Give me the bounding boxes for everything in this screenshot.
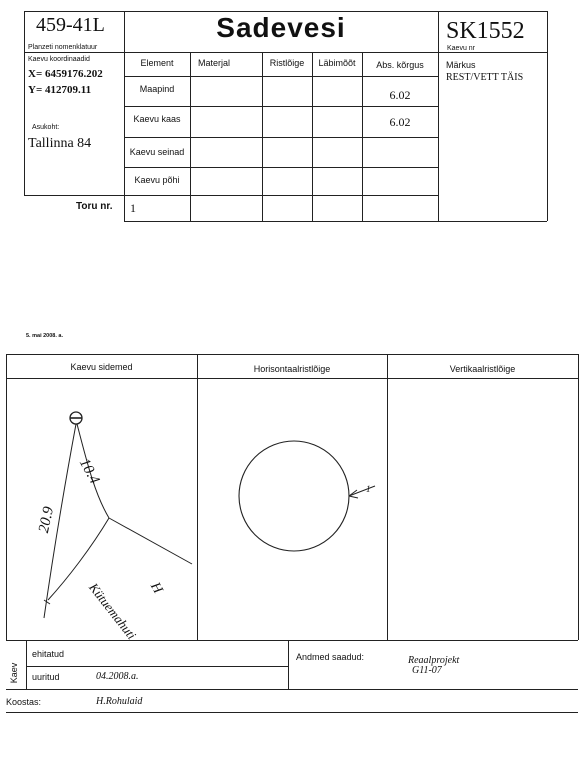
date-stamp: 5. mai 2008. a.	[26, 333, 63, 339]
frame-left	[24, 11, 25, 195]
map-code-caption: Planzeti nomenklatuur	[28, 44, 98, 51]
surveyed-label: uuritud	[32, 672, 60, 682]
data-from-value-1: Reaalprojekt	[408, 655, 460, 666]
arrow-line	[349, 486, 375, 496]
footer-bottom	[6, 689, 578, 690]
row-abs-lid: 6.02	[389, 115, 411, 129]
col-header-element: Element	[140, 58, 174, 68]
sketch-right	[578, 354, 579, 640]
page-title: Sadevesi	[216, 12, 346, 43]
horizontal-section	[197, 378, 387, 640]
pipe-value: 1	[130, 201, 136, 215]
sketch-header-vertical: Vertikaalristlõige	[449, 364, 516, 374]
footer-mid	[26, 666, 288, 667]
location-label: Asukoht:	[32, 124, 60, 131]
row-sep-2	[124, 137, 438, 138]
distance-b-label: 20.9	[36, 505, 58, 535]
footer-top	[6, 640, 578, 641]
row-sep-4	[124, 195, 438, 196]
map-code: 459-41L	[36, 14, 105, 36]
col-header-material: Materjal	[198, 58, 231, 68]
row-abs-ground: 6.02	[389, 88, 411, 102]
x-coordinate: X= 6459176.202	[28, 68, 103, 80]
compiled-value: H.Rohulaid	[96, 696, 143, 707]
row-sep-3	[124, 167, 438, 168]
row-element-walls: Kaevu seinad	[129, 147, 185, 157]
footer-compiled-line	[6, 712, 578, 713]
arrow-number: 1	[366, 484, 371, 494]
well-id-caption: Kaevu nr	[447, 45, 476, 52]
footer-sep-left	[26, 640, 27, 689]
annotation-h: H	[147, 580, 166, 597]
notes-value: REST/VETT TÄIS	[446, 72, 524, 83]
row-element-bottom: Kaevu põhi	[134, 175, 180, 185]
sketch-header-connections: Kaevu sidemed	[70, 362, 133, 372]
row-sep-1	[124, 106, 438, 107]
section-circle	[239, 441, 349, 551]
frame-header-bottom	[24, 52, 547, 53]
built-label: ehitatud	[32, 649, 65, 659]
row-element-ground: Maapind	[139, 84, 175, 94]
row-element-lid: Kaevu kaas	[133, 114, 181, 124]
footer-side-label: Kaev	[9, 662, 19, 684]
y-coordinate: Y= 412709.11	[28, 84, 92, 96]
coords-label: Kaevu koordinaadid	[28, 56, 90, 63]
well-id: SK1552	[446, 18, 525, 44]
sketch-sep-2	[387, 354, 388, 640]
col-header-abs-height: Abs. kõrgus	[376, 60, 424, 70]
frame-title-right	[438, 11, 439, 221]
pipe-label: Toru nr.	[76, 201, 113, 212]
location-value: Tallinna 84	[28, 136, 92, 151]
col-header-cross-section: Ristlõige	[269, 58, 305, 68]
compiled-label: Koostas:	[6, 697, 42, 707]
sketch-header-horizontal: Horisontaalristlõige	[253, 364, 331, 374]
footer-sep-mid	[288, 640, 289, 689]
annotation-tank: Kütuemahuti	[86, 580, 140, 643]
notes-label: Märkus	[446, 60, 476, 70]
sketch-top	[6, 354, 578, 355]
distance-a-label: 10.4	[75, 456, 103, 487]
data-from-label: Andmed saadud:	[296, 652, 365, 662]
line-junction-right	[109, 518, 192, 564]
col-header-diameter: Läbimõõt	[318, 58, 356, 68]
surveyed-value: 04.2008.a.	[96, 671, 139, 682]
frame-bottom	[124, 221, 547, 222]
row-sep-0	[124, 76, 438, 77]
frame-left-bottom	[24, 195, 124, 196]
frame-right	[547, 11, 548, 221]
data-from-value-2: G11-07	[412, 665, 442, 676]
